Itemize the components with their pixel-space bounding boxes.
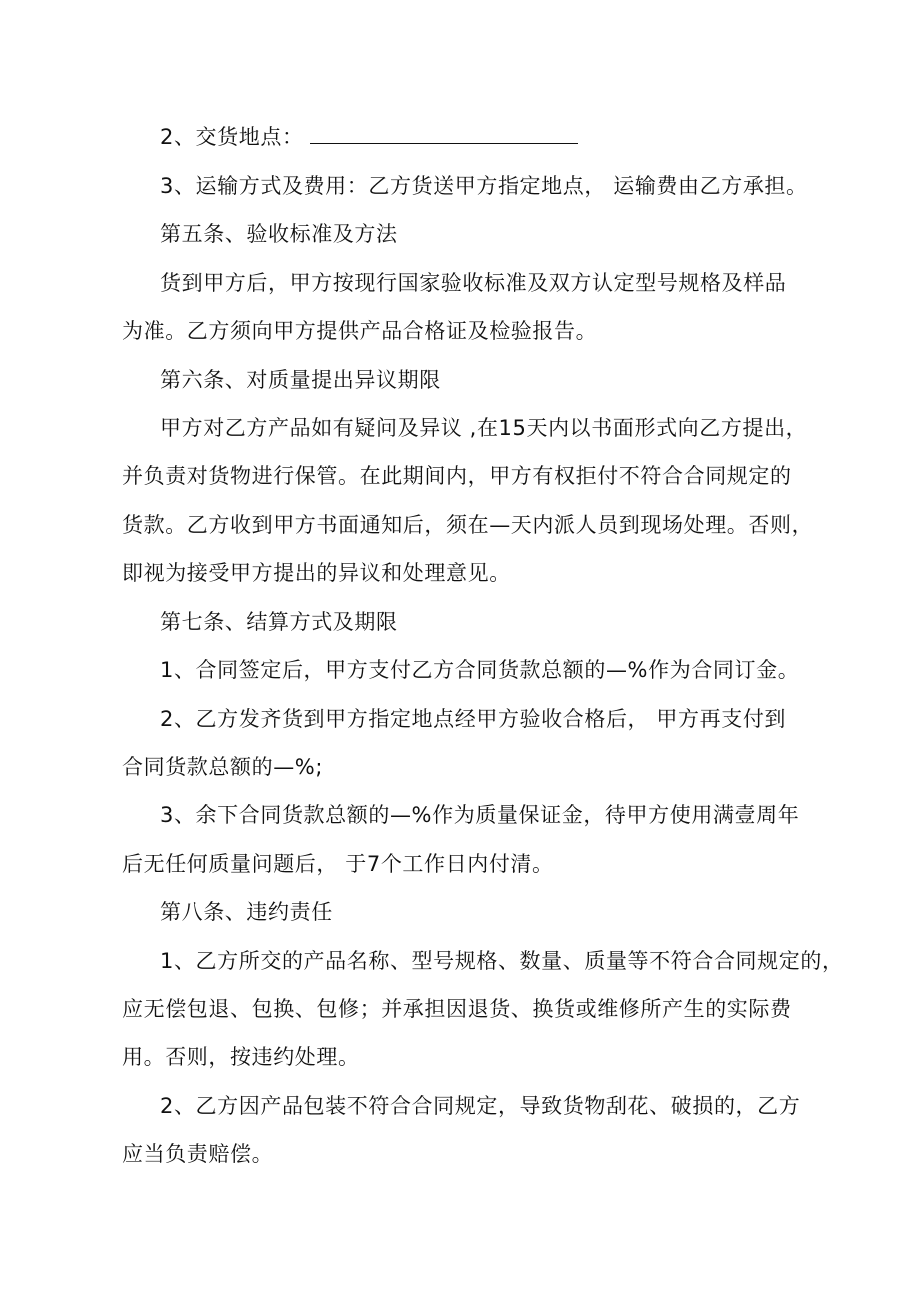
text-line: 并负责对货物进行保管。在此期间内，甲方有权拒付不符合合同规定的 xyxy=(122,464,792,488)
delivery-location-line xyxy=(160,122,578,152)
delivery-location-blank xyxy=(310,123,578,144)
text-line: 甲方对乙方产品如有疑问及异议 ,在15天内以书面形式向乙方提出， xyxy=(160,416,808,440)
text-line: 3、运输方式及费用：乙方货送甲方指定地点， 运输费由乙方承担。 xyxy=(160,174,808,198)
text-line: 1、合同签定后，甲方支付乙方合同货款总额的—%作为合同订金。 xyxy=(160,658,800,682)
article-5-heading: 第五条、验收标准及方法 xyxy=(160,222,398,246)
text-line: 货款。乙方收到甲方书面通知后，须在—天内派人员到现场处理。否则， xyxy=(122,513,814,537)
text-line: 后无任何质量问题后， 于7个工作日内付清。 xyxy=(122,852,554,876)
text-line: 1、乙方所交的产品名称、型号规格、数量、质量等不符合合同规定的， xyxy=(160,949,844,973)
text-line: 用。否则，按违约处理。 xyxy=(122,1045,360,1069)
text-line: 即视为接受甲方提出的异议和处理意见。 xyxy=(122,561,511,585)
article-7-heading: 第七条、结算方式及期限 xyxy=(160,610,398,634)
text-line: 合同货款总额的—%; xyxy=(122,755,324,779)
article-8-heading: 第八条、违约责任 xyxy=(160,900,333,924)
text-line: 应无偿包退、包换、包修；并承担因退货、换货或维修所产生的实际费 xyxy=(122,997,792,1021)
delivery-location-label: 2、交货地点： xyxy=(160,125,304,149)
text-line: 2、乙方因产品包装不符合合同规定，导致货物刮花、破损的，乙方 xyxy=(160,1094,801,1118)
text-line: 2、乙方发齐货到甲方指定地点经甲方验收合格后， 甲方再支付到 xyxy=(160,707,787,731)
text-line: 为准。乙方须向甲方提供产品合格证及检验报告。 xyxy=(122,319,598,343)
text-line: 3、余下合同货款总额的—%作为质量保证金，待甲方使用满壹周年 xyxy=(160,803,800,827)
text-line: 货到甲方后，甲方按现行国家验收标准及双方认定型号规格及样品 xyxy=(160,271,787,295)
text-line: 应当负责赔偿。 xyxy=(122,1142,274,1166)
article-6-heading: 第六条、对质量提出异议期限 xyxy=(160,368,441,392)
